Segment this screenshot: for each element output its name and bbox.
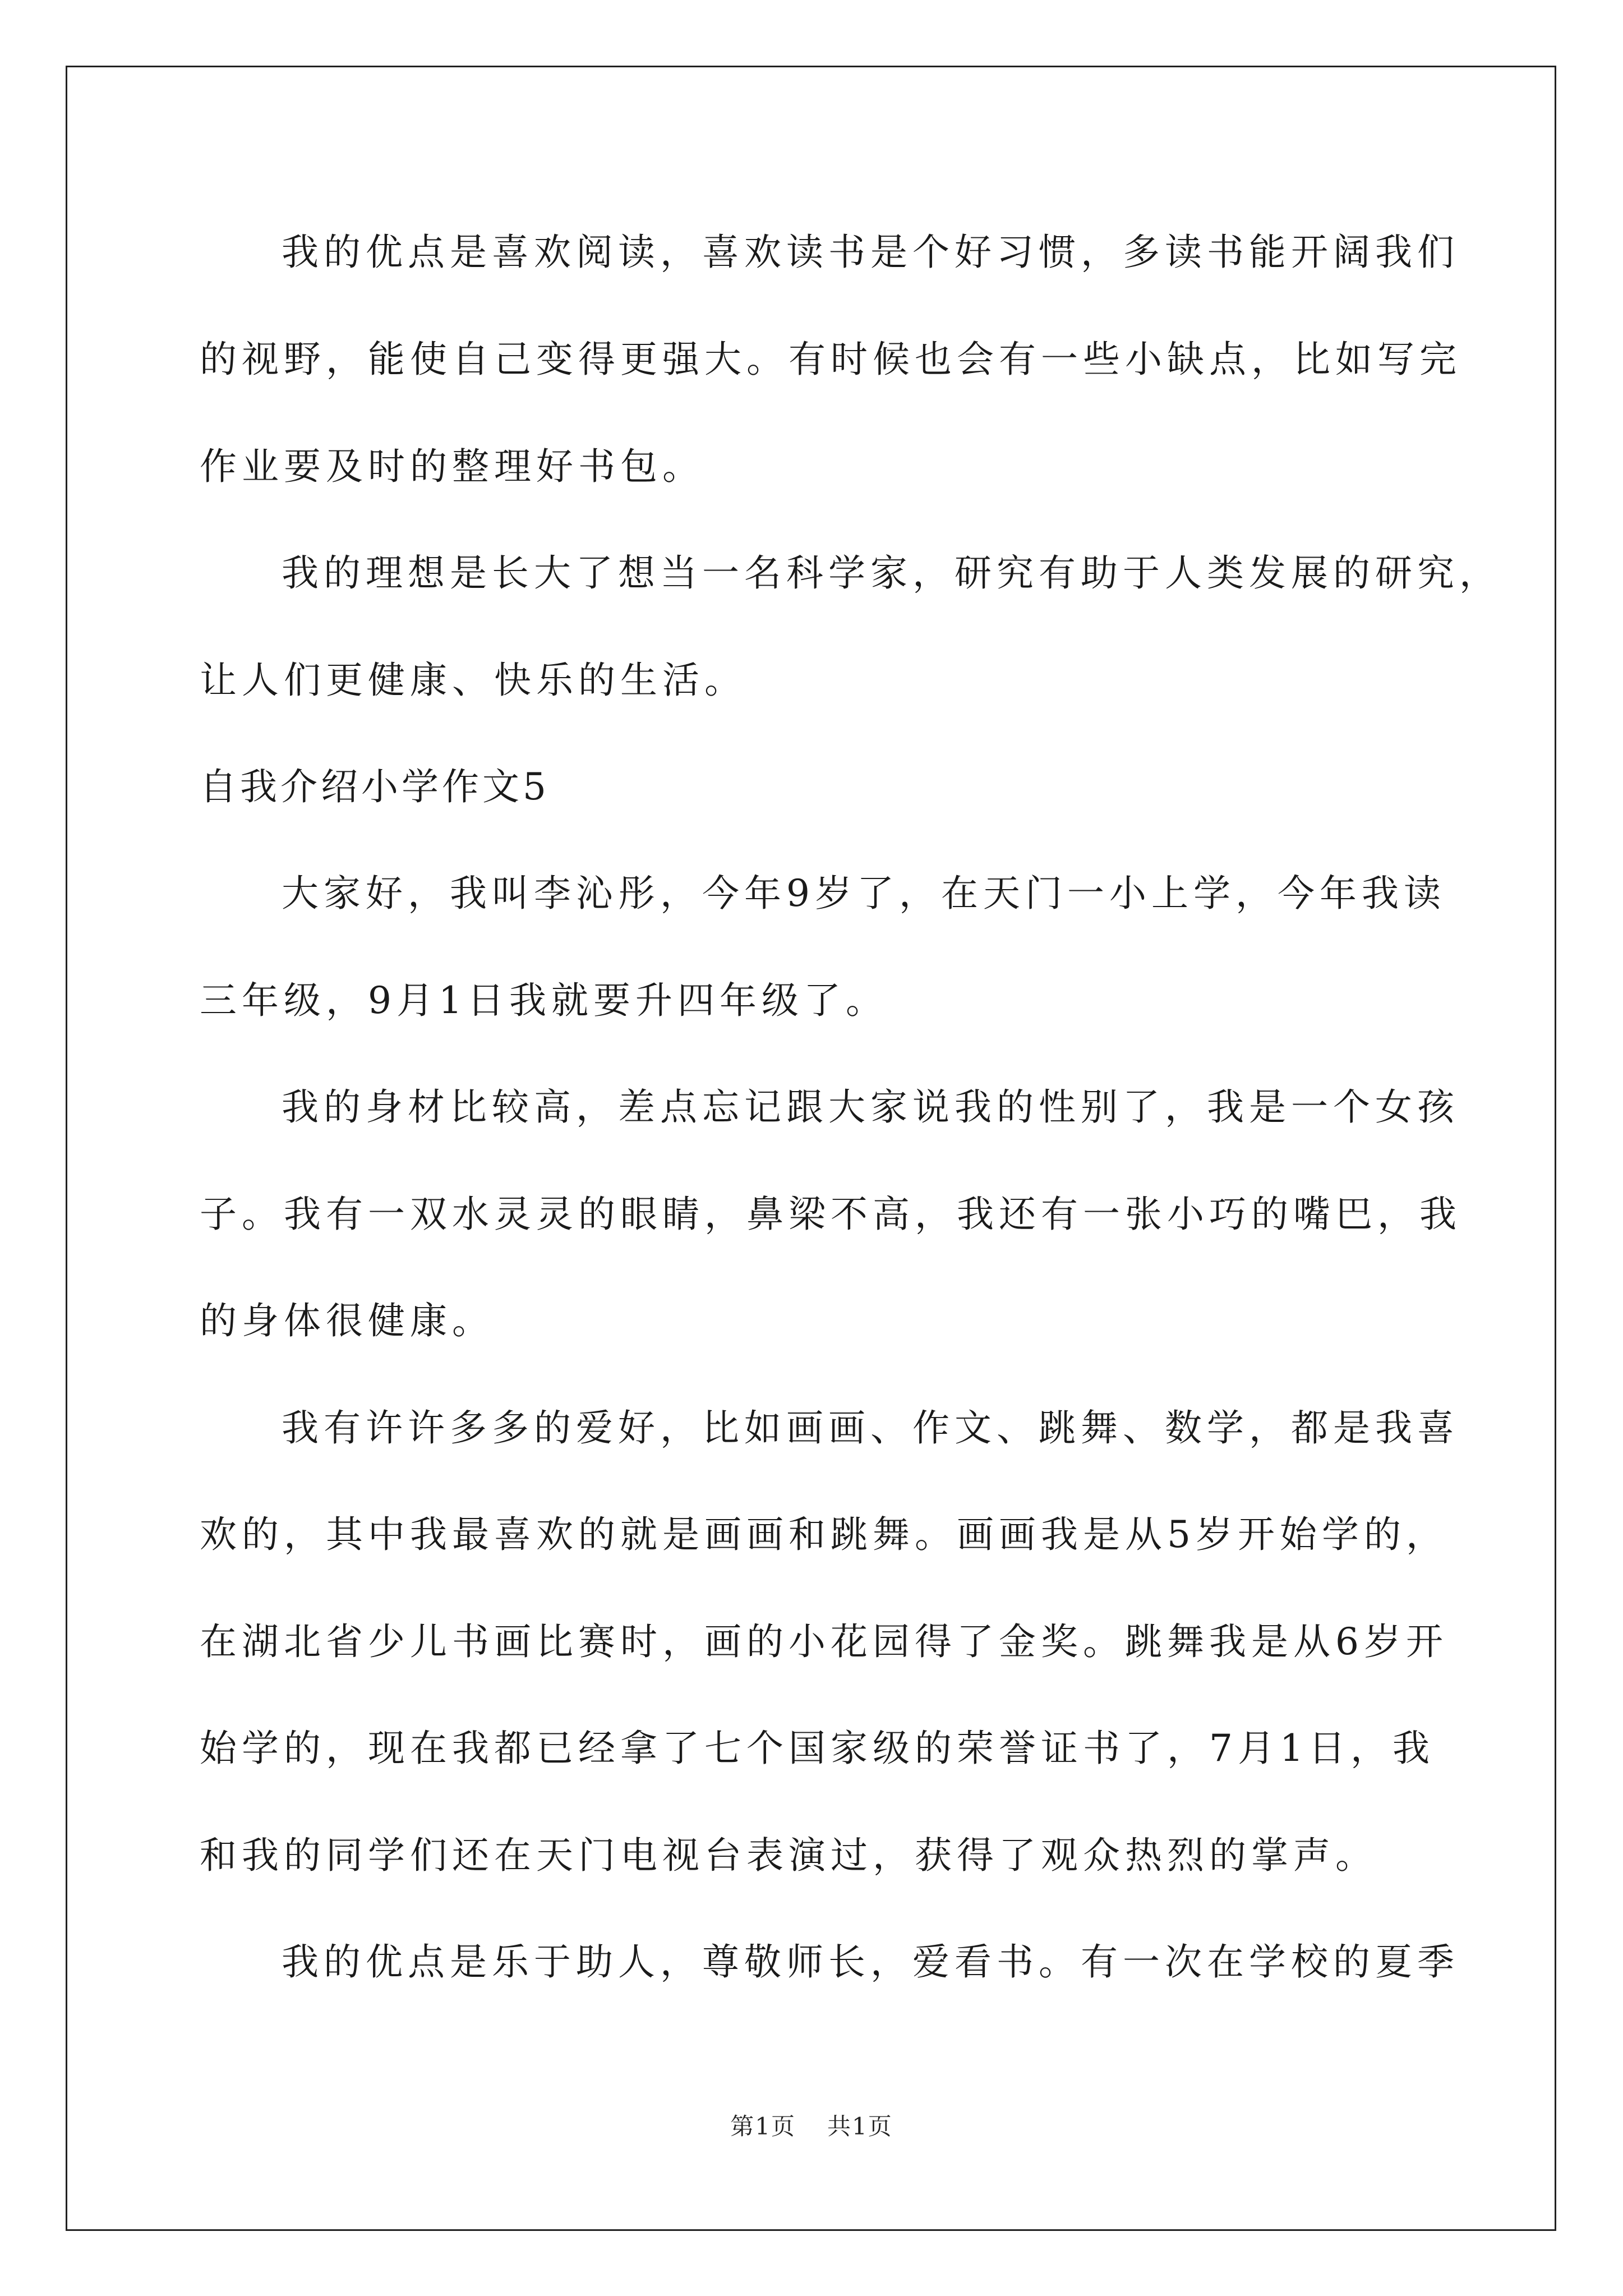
paragraph-line: 欢的，其中我最喜欢的就是画画和跳舞。画画我是从5岁开始学的， bbox=[200, 1513, 1448, 1556]
page-footer bbox=[0, 2115, 1623, 2138]
page-border bbox=[66, 66, 1556, 2231]
paragraph-line: 在湖北省少儿书画比赛时，画的小花园得了金奖。跳舞我是从6岁开 bbox=[200, 1620, 1448, 1663]
paragraph-line: 始学的，现在我都已经拿了七个国家级的荣誉证书了，7月1日，我 bbox=[200, 1727, 1435, 1770]
paragraph-line: 和我的同学们还在天门电视台表演过，获得了观众热烈的掌声。 bbox=[200, 1834, 1377, 1877]
page-number-total: 共1页 bbox=[827, 2113, 893, 2140]
paragraph-line: 我的身材比较高，差点忘记跟大家说我的性别了，我是一个女孩 bbox=[282, 1085, 1459, 1129]
paragraph-line: 我的优点是乐于助人，尊敬师长，爱看书。有一次在学校的夏季 bbox=[282, 1940, 1459, 1984]
paragraph-line: 的身体很健康。 bbox=[200, 1299, 494, 1342]
section-heading: 自我介绍小学作文5 bbox=[200, 765, 550, 808]
paragraph-line: 作业要及时的整理好书包。 bbox=[200, 445, 704, 488]
paragraph-line: 我的理想是长大了想当一名科学家，研究有助于人类发展的研究， bbox=[282, 551, 1501, 595]
paragraph-line: 三年级，9月1日我就要升四年级了。 bbox=[200, 979, 888, 1022]
paragraph-line: 我有许许多多的爱好，比如画画、作文、跳舞、数学，都是我喜 bbox=[282, 1406, 1459, 1450]
paragraph-line: 我的优点是喜欢阅读，喜欢读书是个好习惯，多读书能开阔我们 bbox=[282, 231, 1459, 274]
paragraph-line: 的视野，能使自己变得更强大。有时候也会有一些小缺点，比如写完 bbox=[200, 338, 1461, 381]
paragraph-line: 让人们更健康、快乐的生活。 bbox=[200, 659, 746, 702]
paragraph-line: 子。我有一双水灵灵的眼睛，鼻梁不高，我还有一张小巧的嘴巴，我 bbox=[200, 1193, 1461, 1236]
paragraph-line: 大家好，我叫李沁彤，今年9岁了，在天门一小上学，今年我读 bbox=[282, 872, 1446, 915]
page-number-current: 第1页 bbox=[730, 2113, 796, 2140]
